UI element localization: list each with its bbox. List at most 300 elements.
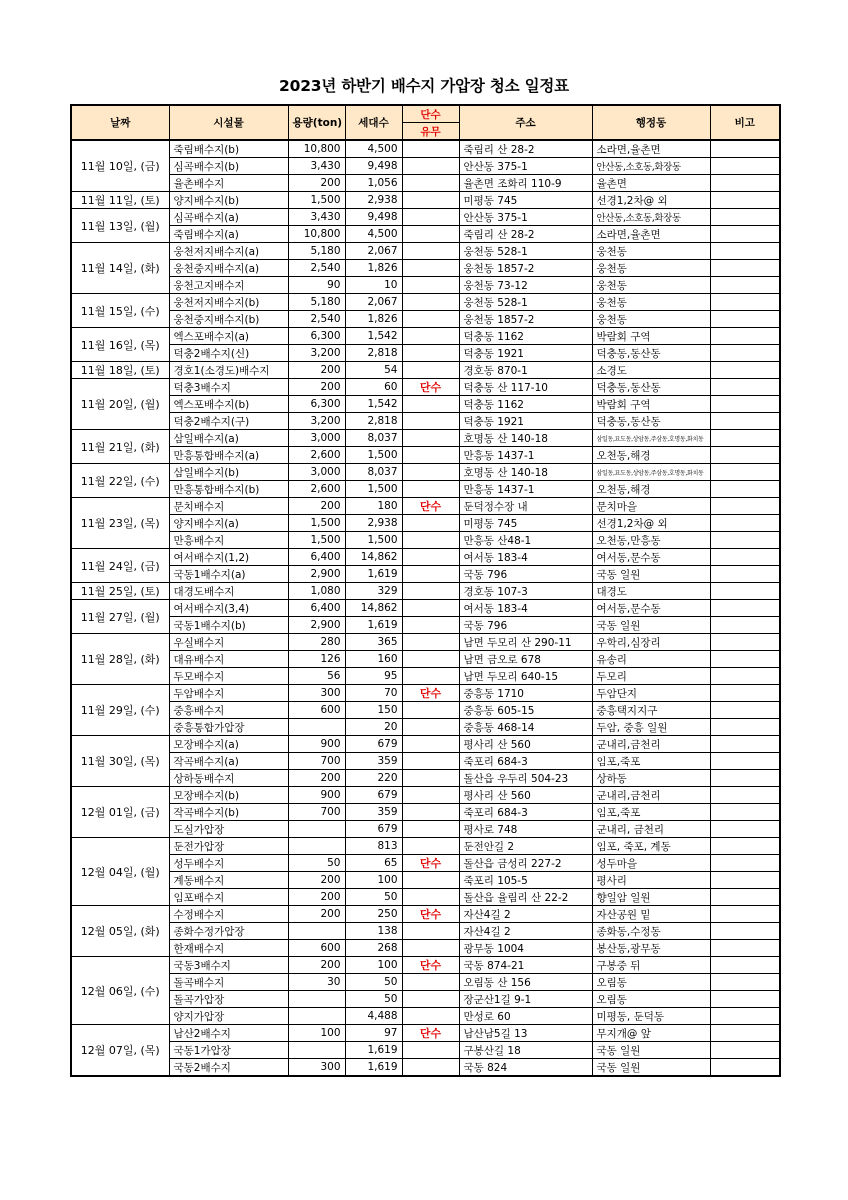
address-cell: 만흥동 산48-1 xyxy=(459,532,592,549)
address-cell: 여서동 183-4 xyxy=(459,600,592,617)
households-cell: 679 xyxy=(345,736,402,753)
households-cell: 250 xyxy=(345,906,402,923)
dong-cell xyxy=(592,447,710,464)
address-cell: 평사로 748 xyxy=(459,821,592,838)
dong-text: 박람회 구역 xyxy=(596,398,651,411)
capacity-cell xyxy=(288,1042,345,1059)
facility-cell: 국동1가압장 xyxy=(169,1042,288,1059)
capacity-cell: 2,900 xyxy=(288,566,345,583)
dong-cell xyxy=(592,158,710,175)
households-cell: 9,498 xyxy=(345,209,402,226)
note-cell xyxy=(710,1042,780,1059)
households-cell: 54 xyxy=(345,362,402,379)
facility-cell: 두모배수지 xyxy=(169,668,288,685)
table-row xyxy=(71,583,780,600)
header-address: 주소 xyxy=(459,105,592,140)
households-cell: 2,067 xyxy=(345,243,402,260)
address-cell: 안산동 375-1 xyxy=(459,209,592,226)
address-cell: 경호동 107-3 xyxy=(459,583,592,600)
capacity-cell: 200 xyxy=(288,379,345,396)
address-cell: 자산4길 2 xyxy=(459,923,592,940)
address-cell: 죽림리 산 28-2 xyxy=(459,226,592,243)
address-cell: 여서동 183-4 xyxy=(459,549,592,566)
dong-cell xyxy=(592,923,710,940)
capacity-cell: 600 xyxy=(288,702,345,719)
table-row xyxy=(71,209,780,226)
address-cell: 덕충동 산 117-10 xyxy=(459,379,592,396)
capacity-cell xyxy=(288,1008,345,1025)
table-row xyxy=(71,260,780,277)
note-cell xyxy=(710,940,780,957)
capacity-cell: 3,000 xyxy=(288,464,345,481)
dansu-flag-cell xyxy=(402,974,459,991)
dansu-flag-cell xyxy=(402,430,459,447)
dong-text: 중흥택지지구 xyxy=(596,704,658,717)
table-row xyxy=(71,651,780,668)
facility-cell: 성두배수지 xyxy=(169,855,288,872)
address-cell: 죽포리 684-3 xyxy=(459,804,592,821)
capacity-cell: 200 xyxy=(288,906,345,923)
address-cell: 경호동 870-1 xyxy=(459,362,592,379)
households-cell: 10 xyxy=(345,277,402,294)
facility-cell: 수정배수지 xyxy=(169,906,288,923)
header-capacity: 용량(ton) xyxy=(288,105,345,140)
capacity-cell: 200 xyxy=(288,498,345,515)
note-cell xyxy=(710,294,780,311)
table-row xyxy=(71,430,780,447)
facility-cell: 만흥배수지 xyxy=(169,532,288,549)
dansu-flag-cell xyxy=(402,140,459,158)
facility-cell: 율촌배수지 xyxy=(169,175,288,192)
note-cell xyxy=(710,532,780,549)
dong-text: 상하동 xyxy=(596,772,627,785)
facility-cell: 두암배수지 xyxy=(169,685,288,702)
note-cell xyxy=(710,481,780,498)
note-cell xyxy=(710,243,780,260)
table-row xyxy=(71,719,780,736)
note-cell xyxy=(710,1059,780,1077)
header-facility: 시설물 xyxy=(169,105,288,140)
dansu-flag-cell xyxy=(402,600,459,617)
address-cell: 호명동 산 140-18 xyxy=(459,464,592,481)
note-cell xyxy=(710,600,780,617)
capacity-cell: 1,500 xyxy=(288,532,345,549)
date-cell: 11월 30일, (목) xyxy=(71,736,169,787)
households-cell: 329 xyxy=(345,583,402,600)
facility-cell: 죽림배수지(a) xyxy=(169,226,288,243)
dong-cell xyxy=(592,787,710,804)
dong-cell xyxy=(592,685,710,702)
address-cell: 돌산읍 금성리 227-2 xyxy=(459,855,592,872)
date-cell: 11월 28일, (화) xyxy=(71,634,169,685)
capacity-cell: 280 xyxy=(288,634,345,651)
facility-cell: 모장배수지(a) xyxy=(169,736,288,753)
table-row xyxy=(71,243,780,260)
households-cell: 359 xyxy=(345,804,402,821)
capacity-cell: 3,200 xyxy=(288,413,345,430)
dong-cell xyxy=(592,906,710,923)
facility-cell: 여서배수지(3,4) xyxy=(169,600,288,617)
address-cell: 웅천동 73-12 xyxy=(459,277,592,294)
note-cell xyxy=(710,651,780,668)
dong-cell xyxy=(592,430,710,447)
facility-cell: 돌곡배수지 xyxy=(169,974,288,991)
households-cell: 160 xyxy=(345,651,402,668)
dong-text: 국동 일원 xyxy=(596,1044,641,1057)
dong-cell xyxy=(592,362,710,379)
dong-cell xyxy=(592,294,710,311)
dong-cell xyxy=(592,464,710,481)
table-row xyxy=(71,906,780,923)
header-dansu: 단수 xyxy=(402,105,459,123)
dong-cell xyxy=(592,515,710,532)
dong-text: 웅천동 xyxy=(596,296,627,309)
capacity-cell: 2,540 xyxy=(288,311,345,328)
date-cell: 11월 24일, (금) xyxy=(71,549,169,583)
note-cell xyxy=(710,702,780,719)
households-cell: 14,862 xyxy=(345,549,402,566)
dansu-flag-cell: 단수 xyxy=(402,957,459,974)
dong-cell xyxy=(592,583,710,600)
dong-text: 두암, 중흥 일원 xyxy=(596,721,668,734)
facility-cell: 문치배수지 xyxy=(169,498,288,515)
table-row xyxy=(71,1008,780,1025)
note-cell xyxy=(710,430,780,447)
dong-cell xyxy=(592,804,710,821)
dansu-flag-cell xyxy=(402,923,459,940)
dansu-flag-cell xyxy=(402,1008,459,1025)
dansu-flag-cell xyxy=(402,175,459,192)
address-cell: 돌산읍 우두리 504-23 xyxy=(459,770,592,787)
note-cell xyxy=(710,379,780,396)
schedule-table xyxy=(70,104,781,1077)
dansu-flag-cell xyxy=(402,413,459,430)
facility-cell: 대유배수지 xyxy=(169,651,288,668)
facility-cell: 도실가압장 xyxy=(169,821,288,838)
date-cell: 11월 15일, (수) xyxy=(71,294,169,328)
facility-cell: 상하동배수지 xyxy=(169,770,288,787)
note-cell xyxy=(710,566,780,583)
dansu-flag-cell: 단수 xyxy=(402,685,459,702)
table-row xyxy=(71,685,780,702)
dong-cell xyxy=(592,1008,710,1025)
table-row xyxy=(71,821,780,838)
dong-text: 오림동 xyxy=(596,976,627,989)
dansu-flag-cell xyxy=(402,634,459,651)
address-cell: 중흥동 605-15 xyxy=(459,702,592,719)
dansu-flag-cell xyxy=(402,787,459,804)
dong-cell xyxy=(592,226,710,243)
header-yumu: 유무 xyxy=(402,123,459,141)
address-cell: 국동 796 xyxy=(459,566,592,583)
date-cell: 11월 20일, (월) xyxy=(71,379,169,430)
dansu-flag-cell xyxy=(402,702,459,719)
dong-cell xyxy=(592,328,710,345)
address-cell: 덕충동 1162 xyxy=(459,396,592,413)
facility-cell: 심곡배수지(a) xyxy=(169,209,288,226)
capacity-cell: 3,000 xyxy=(288,430,345,447)
dong-cell xyxy=(592,991,710,1008)
facility-cell: 양지배수지(b) xyxy=(169,192,288,209)
date-cell: 12월 05일, (화) xyxy=(71,906,169,957)
dong-cell xyxy=(592,260,710,277)
capacity-cell: 3,430 xyxy=(288,209,345,226)
dong-text: 안산동,소호동,화장동 xyxy=(596,213,681,224)
table-row xyxy=(71,940,780,957)
facility-cell: 둔전가압장 xyxy=(169,838,288,855)
date-cell: 12월 04일, (월) xyxy=(71,838,169,906)
date-cell: 11월 14일, (화) xyxy=(71,243,169,294)
note-cell xyxy=(710,617,780,634)
facility-cell: 웅천고지배수지 xyxy=(169,277,288,294)
capacity-cell: 300 xyxy=(288,685,345,702)
note-cell xyxy=(710,872,780,889)
capacity-cell: 900 xyxy=(288,787,345,804)
address-cell: 덕충동 1921 xyxy=(459,345,592,362)
households-cell: 1,619 xyxy=(345,1059,402,1077)
table-row xyxy=(71,770,780,787)
dong-text: 무지개@ 앞 xyxy=(596,1027,651,1040)
note-cell xyxy=(710,226,780,243)
households-cell: 150 xyxy=(345,702,402,719)
facility-cell: 삼일배수지(b) xyxy=(169,464,288,481)
address-cell: 평사리 산 560 xyxy=(459,736,592,753)
address-cell: 웅천동 528-1 xyxy=(459,243,592,260)
capacity-cell: 200 xyxy=(288,872,345,889)
header-date: 날짜 xyxy=(71,105,169,140)
facility-cell: 웅천중지배수지(a) xyxy=(169,260,288,277)
facility-cell: 종화수정가압장 xyxy=(169,923,288,940)
dong-text: 소라면,율촌면 xyxy=(596,228,661,241)
dansu-flag-cell xyxy=(402,770,459,787)
facility-cell: 우실배수지 xyxy=(169,634,288,651)
table-row xyxy=(71,1059,780,1077)
address-cell: 평사리 산 560 xyxy=(459,787,592,804)
dong-cell xyxy=(592,481,710,498)
dong-cell xyxy=(592,311,710,328)
table-body xyxy=(71,140,780,1076)
households-cell: 180 xyxy=(345,498,402,515)
households-cell: 50 xyxy=(345,889,402,906)
dong-text: 두모리 xyxy=(596,670,627,683)
note-cell xyxy=(710,464,780,481)
facility-cell: 한재배수지 xyxy=(169,940,288,957)
note-cell xyxy=(710,1008,780,1025)
date-cell: 11월 16일, (목) xyxy=(71,328,169,362)
table-row xyxy=(71,1025,780,1042)
dansu-flag-cell: 단수 xyxy=(402,379,459,396)
table-row xyxy=(71,311,780,328)
dong-cell xyxy=(592,379,710,396)
dong-cell xyxy=(592,974,710,991)
facility-cell: 만흥통합배수지(a) xyxy=(169,447,288,464)
table-row xyxy=(71,855,780,872)
header-note: 비고 xyxy=(710,105,780,140)
table-row xyxy=(71,668,780,685)
note-cell xyxy=(710,396,780,413)
table-row xyxy=(71,328,780,345)
dong-text: 우학리,심장리 xyxy=(596,636,661,649)
dong-text: 구봉중 뒤 xyxy=(596,959,641,972)
table-row xyxy=(71,345,780,362)
date-cell: 11월 10일, (금) xyxy=(71,140,169,192)
facility-cell: 양지배수지(a) xyxy=(169,515,288,532)
facility-cell: 웅천중지배수지(b) xyxy=(169,311,288,328)
households-cell: 100 xyxy=(345,872,402,889)
dong-cell xyxy=(592,277,710,294)
dong-text: 선경1,2차@ 외 xyxy=(596,517,668,530)
capacity-cell xyxy=(288,923,345,940)
capacity-cell: 10,800 xyxy=(288,140,345,158)
table-row xyxy=(71,787,780,804)
table-row xyxy=(71,634,780,651)
capacity-cell: 700 xyxy=(288,804,345,821)
table-row xyxy=(71,226,780,243)
facility-cell: 작곡배수지(a) xyxy=(169,753,288,770)
note-cell xyxy=(710,515,780,532)
table-row xyxy=(71,753,780,770)
dong-text: 여서동,문수동 xyxy=(596,551,661,564)
capacity-cell: 90 xyxy=(288,277,345,294)
capacity-cell: 100 xyxy=(288,1025,345,1042)
households-cell: 50 xyxy=(345,991,402,1008)
table-row xyxy=(71,294,780,311)
dong-text: 대경도 xyxy=(596,585,627,598)
dong-cell xyxy=(592,549,710,566)
address-cell: 국동 796 xyxy=(459,617,592,634)
dong-text: 율촌면 xyxy=(596,177,627,190)
households-cell: 1,826 xyxy=(345,260,402,277)
address-cell: 죽포리 105-5 xyxy=(459,872,592,889)
dansu-flag-cell xyxy=(402,753,459,770)
households-cell: 220 xyxy=(345,770,402,787)
address-cell: 중흥동 1710 xyxy=(459,685,592,702)
households-cell: 50 xyxy=(345,974,402,991)
capacity-cell: 126 xyxy=(288,651,345,668)
dong-text: 오천동,만흥동 xyxy=(596,534,661,547)
dong-text: 덕충동,동산동 xyxy=(596,381,661,394)
dong-cell xyxy=(592,634,710,651)
households-cell: 813 xyxy=(345,838,402,855)
capacity-cell: 50 xyxy=(288,855,345,872)
note-cell xyxy=(710,770,780,787)
note-cell xyxy=(710,906,780,923)
table-row xyxy=(71,889,780,906)
table-row xyxy=(71,498,780,515)
dong-text: 국동 일원 xyxy=(596,568,641,581)
dansu-flag-cell xyxy=(402,515,459,532)
note-cell xyxy=(710,345,780,362)
facility-cell: 국동1배수지(a) xyxy=(169,566,288,583)
dong-cell xyxy=(592,175,710,192)
dong-cell xyxy=(592,532,710,549)
note-cell xyxy=(710,362,780,379)
table-row xyxy=(71,158,780,175)
date-cell: 11월 13일, (월) xyxy=(71,209,169,243)
households-cell: 1,619 xyxy=(345,1042,402,1059)
address-cell: 둔덕정수장 내 xyxy=(459,498,592,515)
capacity-cell: 3,430 xyxy=(288,158,345,175)
facility-cell: 국동2배수지 xyxy=(169,1059,288,1077)
dong-cell xyxy=(592,209,710,226)
capacity-cell: 600 xyxy=(288,940,345,957)
households-cell: 9,498 xyxy=(345,158,402,175)
dansu-flag-cell xyxy=(402,617,459,634)
facility-cell: 작곡배수지(b) xyxy=(169,804,288,821)
households-cell: 1,619 xyxy=(345,566,402,583)
dong-cell xyxy=(592,889,710,906)
table-row xyxy=(71,515,780,532)
dong-text: 안산동,소호동,화장동 xyxy=(596,162,681,173)
capacity-cell: 2,900 xyxy=(288,617,345,634)
dansu-flag-cell xyxy=(402,481,459,498)
address-cell: 죽림리 산 28-2 xyxy=(459,140,592,158)
capacity-cell: 3,200 xyxy=(288,345,345,362)
address-cell: 덕충동 1921 xyxy=(459,413,592,430)
dong-cell xyxy=(592,566,710,583)
facility-cell: 덕충3배수지 xyxy=(169,379,288,396)
dansu-flag-cell xyxy=(402,345,459,362)
dong-cell xyxy=(592,838,710,855)
capacity-cell xyxy=(288,719,345,736)
note-cell xyxy=(710,838,780,855)
dong-cell xyxy=(592,1025,710,1042)
note-cell xyxy=(710,821,780,838)
households-cell: 679 xyxy=(345,787,402,804)
address-cell: 호명동 산 140-18 xyxy=(459,430,592,447)
dong-text: 박람회 구역 xyxy=(596,330,651,343)
dansu-flag-cell: 단수 xyxy=(402,855,459,872)
facility-cell: 중흥배수지 xyxy=(169,702,288,719)
facility-cell: 삼일배수지(a) xyxy=(169,430,288,447)
dong-text: 삼일동,묘도동,상암동,주삼동,호명동,화치동 xyxy=(596,470,704,477)
dong-text: 소라면,율촌면 xyxy=(596,143,661,156)
capacity-cell: 5,180 xyxy=(288,243,345,260)
capacity-cell: 900 xyxy=(288,736,345,753)
households-cell: 4,500 xyxy=(345,226,402,243)
note-cell xyxy=(710,787,780,804)
dansu-flag-cell xyxy=(402,719,459,736)
dong-text: 군내리, 금천리 xyxy=(596,823,665,836)
note-cell xyxy=(710,855,780,872)
dansu-flag-cell xyxy=(402,838,459,855)
dong-text: 두암단지 xyxy=(596,687,638,700)
dong-cell xyxy=(592,702,710,719)
households-cell: 138 xyxy=(345,923,402,940)
dansu-flag-cell xyxy=(402,396,459,413)
dong-cell xyxy=(592,498,710,515)
facility-cell: 여서배수지(1,2) xyxy=(169,549,288,566)
dong-cell xyxy=(592,140,710,158)
dong-text: 오천동,해경 xyxy=(596,483,651,496)
dong-text: 자산공원 밑 xyxy=(596,908,651,921)
dong-cell xyxy=(592,345,710,362)
dong-cell xyxy=(592,821,710,838)
table-row xyxy=(71,702,780,719)
note-cell xyxy=(710,328,780,345)
address-cell: 웅천동 1857-2 xyxy=(459,260,592,277)
facility-cell: 웅천저지배수지(b) xyxy=(169,294,288,311)
dansu-flag-cell xyxy=(402,158,459,175)
table-row xyxy=(71,736,780,753)
dong-text: 국동 일원 xyxy=(596,1061,641,1074)
table-row xyxy=(71,991,780,1008)
note-cell xyxy=(710,277,780,294)
capacity-cell xyxy=(288,838,345,855)
dansu-flag-cell xyxy=(402,549,459,566)
dong-text: 임포,죽포 xyxy=(596,755,641,768)
households-cell: 2,818 xyxy=(345,413,402,430)
